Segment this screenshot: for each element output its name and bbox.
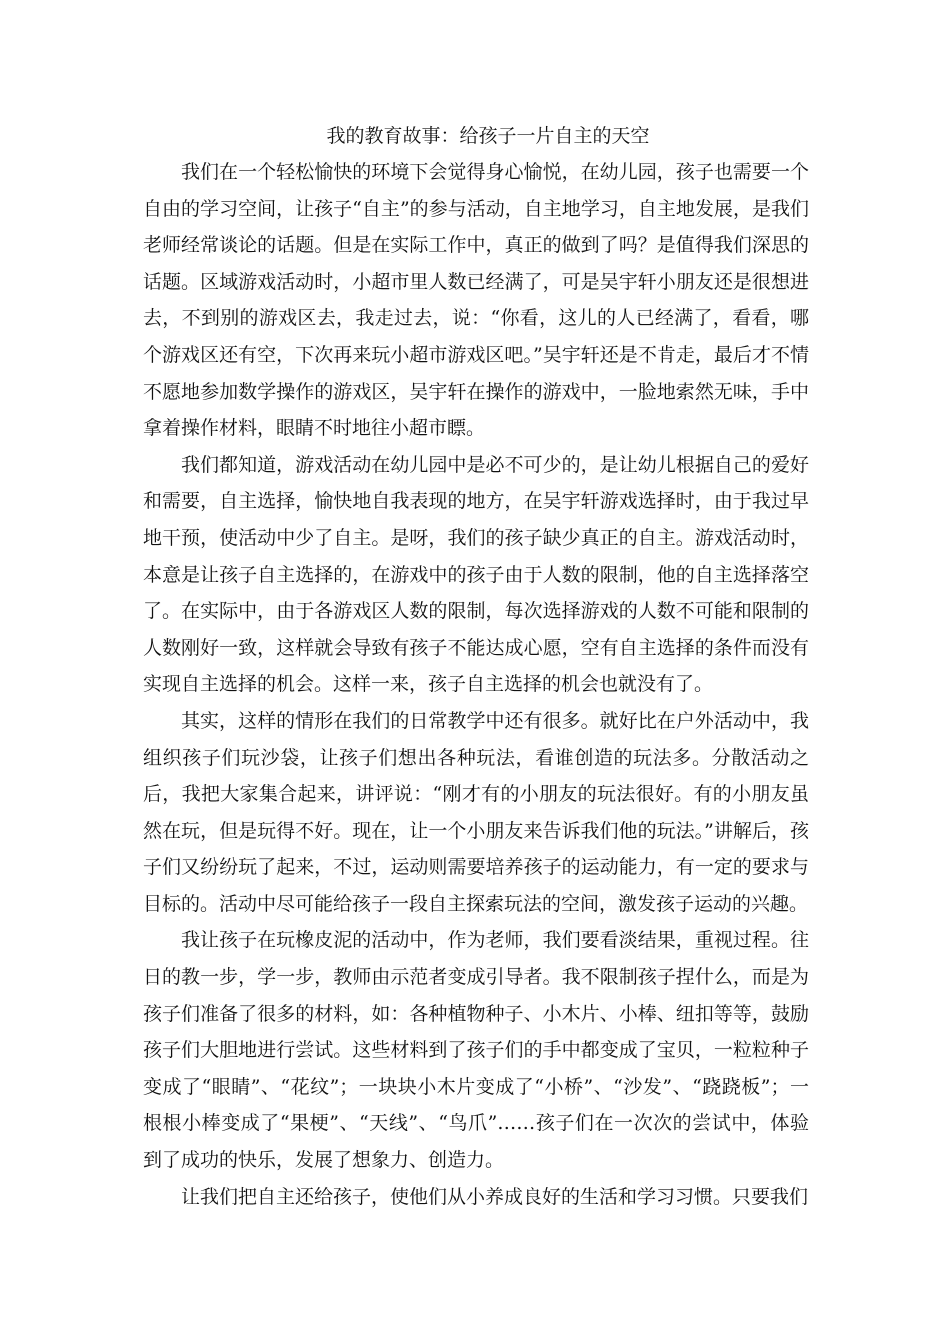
document-body <box>143 118 809 1215</box>
paragraph-5: 让我们把自主还给孩子，使他们从小养成良好的生活和学习习惯。只要我们 <box>181 1185 809 1208</box>
paragraph-2: 我们都知道，游戏活动在幼儿园中是必不可少的，是让幼儿根据自己的爱好和需要，自主选择，愉快地自我表现的地方，在吴宇轩游戏选择时，由于我过早地干预，使活动中少了自主。是呀，我们的孩子缺少真正的自主。游戏活动时，本意是让孩子自主选择的，在游戏中的孩子由于人数的限制，他的自主选择落空了。在实际中，由于各游戏区人数的限制，每次选择游戏的人数不可能和限制的人数刚好一致，这样就会导致有孩子不能达成心愿，空有自主选择的条件而没有实现自主选择的机会。这样一来，孩子自主选择的机会也就没有了。 <box>143 453 809 696</box>
document-title: 我的教育故事：给孩子一片自主的天空 <box>326 125 650 147</box>
paragraph-4: 我让孩子在玩橡皮泥的活动中，作为老师，我们要看淡结果，重视过程。往日的教一步，学一步，教师由示范者变成引导者。我不限制孩子捏什么，而是为孩子们准备了很多的材料，如：各种植物种子、小木片、小棒、纽扣等等，鼓励孩子们大胆地进行尝试。这些材料到了孩子们的手中都变成了宝贝，一粒粒种子变成了“眼睛”、“花纹”；一块块小木片变成了“小桥”、“沙发”、“跷跷板”；一根根小棒变成了“果梗”、“天线”、“鸟爪”……孩子们在一次次的尝试中，体验到了成功的快乐，发展了想象力、创造力。 <box>143 929 809 1172</box>
paragraph-3: 其实，这样的情形在我们的日常教学中还有很多。就好比在户外活动中，我组织孩子们玩沙袋，让孩子们想出各种玩法，看谁创造的玩法多。分散活动之后，我把大家集合起来，讲评说：“刚才有的小朋友的玩法很好。有的小朋友虽然在玩，但是玩得不好。现在，让一个小朋友来告诉我们他的玩法。”讲解后，孩子们又纷纷玩了起来，不过，运动则需要培养孩子的运动能力，有一定的要求与目标的。活动中尽可能给孩子一段自主探索玩法的空间，激发孩子运动的兴趣。 <box>143 709 809 915</box>
paragraph-1: 我们在一个轻松愉快的环境下会觉得身心愉悦，在幼儿园，孩子也需要一个自由的学习空间，让孩子“自主”的参与活动，自主地学习，自主地发展，是我们老师经常谈论的话题。但是在实际工作中，真正的做到了吗？是值得我们深思的话题。区域游戏活动时，小超市里人数已经满了，可是吴宇轩小朋友还是很想进去，不到别的游戏区去，我走过去，说：“你看，这儿的人已经满了，看看，哪个游戏区还有空，下次再来玩小超市游戏区吧。”吴宇轩还是不肯走，最后才不情不愿地参加数学操作的游戏区，吴宇轩在操作的游戏中，一脸地索然无味，手中拿着操作材料，眼睛不时地往小超市瞟。 <box>143 161 809 440</box>
